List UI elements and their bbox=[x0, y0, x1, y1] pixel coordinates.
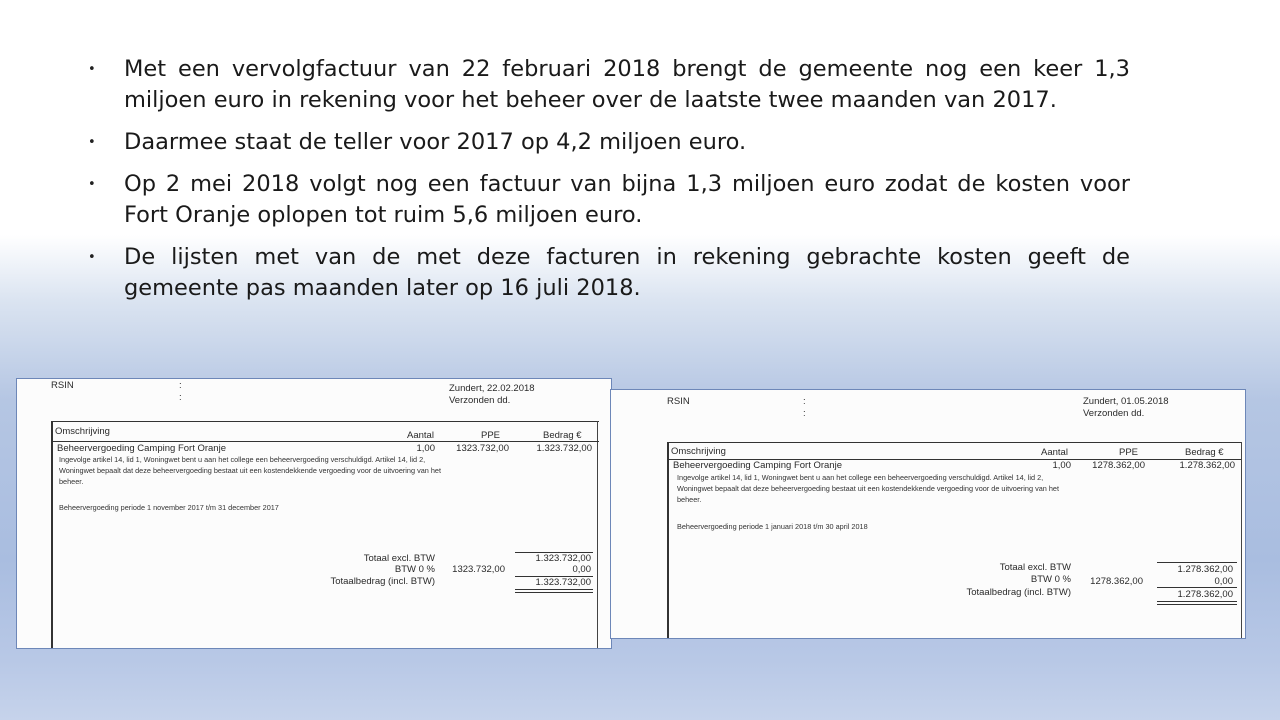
item-ppe: 1278.362,00 bbox=[1092, 460, 1145, 471]
sent-colon: : bbox=[803, 408, 806, 419]
rsin-colon: : bbox=[803, 396, 806, 407]
total-double-rule bbox=[1157, 601, 1237, 605]
column-amount: Bedrag € bbox=[543, 430, 582, 441]
item-quantity: 1,00 bbox=[1052, 460, 1071, 471]
subtotal-rule bbox=[1157, 562, 1237, 563]
total-double-rule bbox=[515, 589, 593, 593]
item-amount: 1.323.732,00 bbox=[536, 443, 592, 454]
btw-rule bbox=[1157, 587, 1237, 588]
bullet-item bbox=[88, 242, 1130, 304]
total-incl-label: Totaalbedrag (incl. BTW) bbox=[966, 587, 1071, 598]
column-quantity: Aantal bbox=[407, 430, 434, 441]
table-top-rule bbox=[51, 421, 599, 422]
table-right-rule bbox=[597, 421, 598, 649]
column-description: Omschrijving bbox=[671, 446, 726, 457]
rsin-label: RSIN bbox=[51, 380, 74, 391]
total-incl-label: Totaalbedrag (incl. BTW) bbox=[330, 576, 435, 587]
column-ppe: PPE bbox=[481, 430, 501, 441]
table-left-rule bbox=[51, 421, 53, 649]
btw-value: 0,00 bbox=[1214, 576, 1233, 587]
bullet-marker: • bbox=[88, 177, 96, 192]
bullet-marker: • bbox=[88, 135, 96, 150]
item-ppe: 1323.732,00 bbox=[456, 443, 509, 454]
invoice-scan-february bbox=[16, 378, 612, 649]
btw-base: 1323.732,00 bbox=[452, 564, 505, 575]
total-incl-value: 1.278.362,00 bbox=[1177, 589, 1233, 600]
billing-period: Beheervergoeding periode 1 november 2017 t/m 31 december 2017 bbox=[59, 503, 279, 512]
bullet-text: Op 2 mei 2018 volgt nog een factuur van bijna 1,3 miljoen euro zodat de kosten voor Fort Oranje oplopen tot ruim 5,6 miljoen euro. bbox=[124, 171, 1130, 228]
total-excl-label: Totaal excl. BTW bbox=[363, 553, 435, 564]
table-right-rule bbox=[1241, 442, 1242, 639]
sent-label: Verzonden dd. bbox=[1083, 408, 1145, 419]
bullet-text: Met een vervolgfactuur van 22 februari 2018 brengt de gemeente nog een keer 1,3 miljoen euro in rekening voor het beheer over de laatste twee maanden van 2017. bbox=[124, 56, 1130, 113]
total-incl-value: 1.323.732,00 bbox=[535, 577, 591, 588]
btw-value: 0,00 bbox=[572, 564, 591, 575]
sent-colon: : bbox=[179, 392, 182, 403]
item-description: Beheervergoeding Camping Fort Oranje bbox=[57, 443, 226, 454]
rsin-colon: : bbox=[179, 380, 182, 391]
header-rule bbox=[51, 441, 599, 442]
btw-base: 1278.362,00 bbox=[1090, 576, 1143, 587]
bullet-item bbox=[88, 127, 1130, 158]
item-amount: 1.278.362,00 bbox=[1179, 460, 1235, 471]
table-left-rule bbox=[667, 442, 669, 639]
item-description: Beheervergoeding Camping Fort Oranje bbox=[673, 460, 842, 471]
invoice-scan-may bbox=[610, 389, 1246, 639]
total-excl-value: 1.278.362,00 bbox=[1177, 564, 1233, 575]
bullet-item bbox=[88, 169, 1130, 231]
billing-period: Beheervergoeding periode 1 januari 2018 t/m 30 april 2018 bbox=[677, 522, 868, 531]
item-quantity: 1,00 bbox=[416, 443, 435, 454]
column-amount: Bedrag € bbox=[1185, 447, 1224, 458]
bullet-text: De lijsten met van de met deze facturen in rekening gebrachte kosten geeft de gemeente pas maanden later op 16 juli 2018. bbox=[124, 244, 1130, 301]
item-explanation: Ingevolge artikel 14, lid 1, Woningwet bent u aan het college een beheervergoeding verschuldigd. Artikel 14, lid 2, Woningwet bepaalt dat deze beheervergoeding bestaat uit een kostendekkende vergoeding voor de uitvoering van het beheer. bbox=[677, 473, 1060, 504]
table-top-rule bbox=[667, 442, 1241, 443]
bullet-list bbox=[88, 54, 1130, 315]
bullet-marker: • bbox=[88, 62, 96, 77]
total-excl-value: 1.323.732,00 bbox=[535, 553, 591, 564]
btw-label: BTW 0 % bbox=[1030, 574, 1071, 585]
bullet-marker: • bbox=[88, 250, 96, 265]
total-excl-label: Totaal excl. BTW bbox=[999, 562, 1071, 573]
bullet-text: Daarmee staat de teller voor 2017 op 4,2 miljoen euro. bbox=[124, 129, 747, 155]
place-date: Zundert, 22.02.2018 bbox=[449, 383, 535, 394]
column-quantity: Aantal bbox=[1041, 447, 1068, 458]
column-description: Omschrijving bbox=[55, 426, 110, 437]
btw-label: BTW 0 % bbox=[394, 564, 435, 575]
place-date: Zundert, 01.05.2018 bbox=[1083, 396, 1169, 407]
rsin-label: RSIN bbox=[667, 396, 690, 407]
column-ppe: PPE bbox=[1119, 447, 1139, 458]
bullet-item bbox=[88, 54, 1130, 116]
sent-label: Verzonden dd. bbox=[449, 395, 511, 406]
item-explanation: Ingevolge artikel 14, lid 1, Woningwet bent u aan het college een beheervergoeding verschuldigd. Artikel 14, lid 2, Woningwet bepaalt dat deze beheervergoeding bestaat uit een kostendekkende vergoeding voor de uitvoering van het beheer. bbox=[59, 455, 442, 486]
